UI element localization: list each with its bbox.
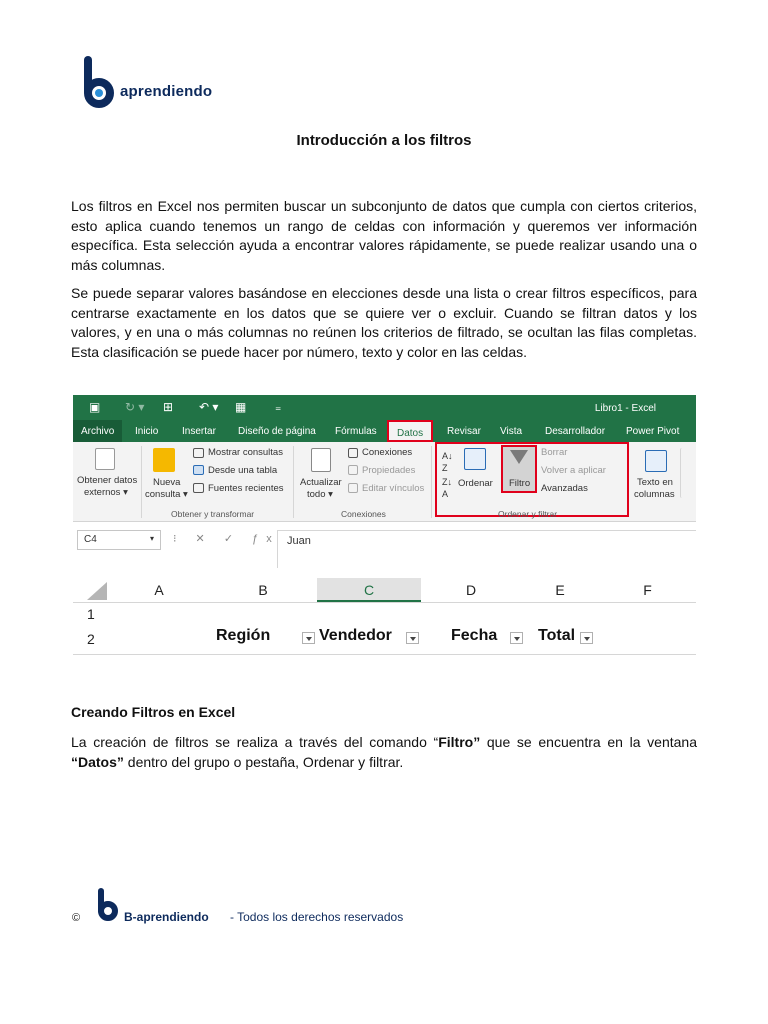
select-all-corner[interactable] (87, 582, 107, 600)
footer-brand: B-aprendiendo (124, 910, 209, 924)
obtener-datos-label[interactable]: Obtener datos (77, 475, 138, 486)
footer-logo-icon (97, 888, 123, 924)
copyright-symbol: © (72, 912, 81, 924)
save-icon: ▣ (89, 400, 101, 414)
tab-insertar[interactable]: Insertar (182, 426, 216, 437)
tab-inicio[interactable]: Inicio (135, 426, 159, 437)
header-cell-region[interactable]: Región (216, 627, 271, 644)
group-ordenar-filtrar: Ordenar y filtrar (498, 509, 558, 519)
tab-power-pivot[interactable]: Power Pivot (626, 426, 680, 437)
edit-links-icon (348, 483, 358, 493)
text-to-columns-icon (645, 450, 667, 472)
header-cell-vendedor[interactable]: Vendedor (319, 627, 392, 644)
table-icon (193, 465, 204, 475)
page-footer (72, 888, 572, 928)
fuentes-recientes[interactable]: Fuentes recientes (208, 483, 284, 494)
recent-sources-icon (193, 483, 204, 493)
group-obtener-transformar: Obtener y transformar (171, 509, 255, 519)
tab-datos[interactable]: Datos (387, 420, 433, 442)
nueva-label[interactable]: Nueva (153, 477, 181, 488)
sort-az-icon[interactable]: A↓ Z (442, 451, 453, 473)
avanzadas-button[interactable]: Avanzadas (541, 483, 588, 494)
propiedades-label[interactable]: Propiedades (362, 465, 416, 476)
row-header-1[interactable]: 1 (87, 606, 95, 622)
tab-diseno[interactable]: Diseño de página (238, 426, 316, 437)
section-heading: Creando Filtros en Excel (71, 704, 236, 720)
tab-revisar[interactable]: Revisar (447, 426, 481, 437)
quick-access-toolbar (73, 395, 696, 420)
window-title: Libro1 - Excel (594, 403, 656, 414)
column-header-f[interactable]: F (643, 582, 652, 598)
new-query-icon (153, 448, 175, 472)
page-title: Introducción a los filtros (296, 132, 472, 149)
column-header-b[interactable]: B (258, 582, 268, 598)
intro-paragraph-1: Los filtros en Excel nos permiten buscar un subconjunto de datos que cumpla con ciertos criterios, esto aplica cuando tenemos un rango de celdas con información y queremos ver información específica. Esta selección ayuda a encontrar valores rápidamente, se puede realizar usando una o más columnas. (71, 198, 697, 273)
sheet-icon: ▦ (235, 400, 247, 414)
todo-label[interactable]: todo ▾ (307, 489, 333, 500)
properties-icon (348, 465, 358, 475)
intro-paragraph-2: Se puede separar valores basándose en elecciones desde una lista o crear filtros específicos, para centrarse exactamente en los datos que se quiere ver o excluir. Cuando se filtran datos y los valores, y en una o más columnas no reúnen los criterios de filtrado, se ocultan las filas completas. Esta clasificación se puede hacer por número, texto y color en las celdas. (71, 285, 697, 360)
ribbon-datos (73, 442, 696, 522)
filter-dropdown-vendedor[interactable] (406, 632, 419, 644)
filtro-button[interactable]: Filtro (509, 478, 531, 489)
filter-dropdown-total[interactable] (580, 632, 593, 644)
columnas-label[interactable]: columnas (634, 489, 675, 500)
excel-screenshot (73, 395, 696, 659)
filter-dropdown-region[interactable] (302, 632, 315, 644)
tab-vista[interactable]: Vista (500, 426, 523, 437)
actualizar-label[interactable]: Actualizar (300, 477, 342, 488)
footer-rights: - Todos los derechos reservados (230, 910, 404, 924)
texto-en-label[interactable]: Texto en (637, 477, 673, 488)
worksheet-grid (73, 568, 696, 659)
column-header-c[interactable]: C (317, 578, 421, 602)
brand-logo (82, 56, 212, 110)
tab-archivo[interactable]: Archivo (73, 420, 122, 442)
name-box[interactable]: C4 ▾ (77, 530, 161, 550)
ribbon-tabs (73, 420, 696, 442)
filter-command-paragraph: La creación de filtros se realiza a través del comando “Filtro” que se encuentra en la ventana “Datos” dentro del grupo o pestaña, Ordenar y filtrar. (71, 734, 697, 770)
tab-desarrollador[interactable]: Desarrollador (545, 426, 606, 437)
form-icon: ⊞ (163, 400, 174, 414)
logo-text: aprendiendo (120, 83, 213, 100)
data-tools-icons (680, 448, 692, 498)
externos-label[interactable]: externos ▾ (84, 487, 128, 498)
volver-aplicar-button[interactable]: Volver a aplicar (541, 465, 606, 476)
logo-b-icon (82, 56, 118, 110)
editar-vinculos-label[interactable]: Editar vínculos (362, 483, 425, 494)
column-header-e[interactable]: E (555, 582, 565, 598)
formula-input[interactable]: Juan (277, 530, 696, 568)
consulta-label[interactable]: consulta ▾ (145, 489, 188, 500)
connections-icon (348, 448, 358, 458)
redo-icon: ↻ ▾ (125, 400, 145, 414)
row-header-2[interactable]: 2 (87, 631, 95, 647)
mostrar-consultas[interactable]: Mostrar consultas (208, 447, 283, 458)
column-header-d[interactable]: D (465, 582, 477, 598)
sort-za-icon[interactable]: Z↓ A (442, 477, 452, 499)
formula-bar (73, 522, 696, 568)
show-queries-icon (193, 448, 204, 458)
borrar-button[interactable]: Borrar (541, 447, 568, 458)
customize-icon: ₌ (275, 400, 282, 414)
filter-dropdown-fecha[interactable] (510, 632, 523, 644)
external-data-icon (95, 448, 115, 470)
undo-icon: ↶ ▾ (199, 400, 219, 414)
tab-formulas[interactable]: Fórmulas (335, 426, 377, 437)
desde-tabla[interactable]: Desde una tabla (208, 465, 278, 476)
refresh-all-icon (311, 448, 331, 472)
filter-funnel-icon (510, 450, 528, 464)
formula-bar-icons: ⁝ ✕ ✓ ƒx (173, 533, 280, 545)
header-cell-fecha[interactable]: Fecha (451, 627, 498, 644)
header-cell-total[interactable]: Total (538, 627, 576, 644)
ordenar-button[interactable]: Ordenar (458, 478, 493, 489)
group-conexiones: Conexiones (341, 509, 386, 519)
sort-dialog-icon (464, 448, 486, 470)
column-header-a[interactable]: A (154, 582, 164, 598)
conexiones-label[interactable]: Conexiones (362, 447, 413, 458)
